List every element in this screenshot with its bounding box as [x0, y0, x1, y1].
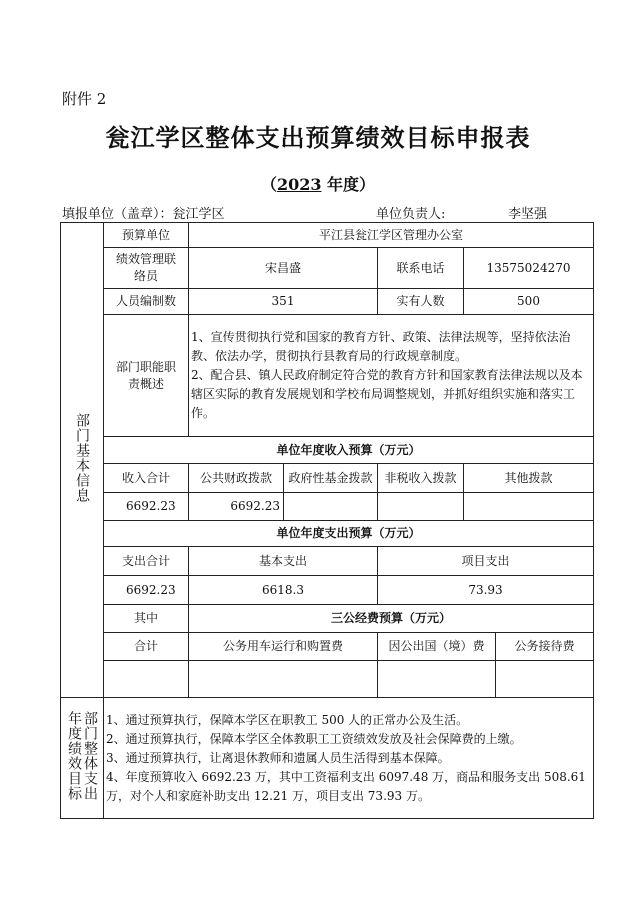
income-header: 公共财政拨款: [189, 464, 284, 493]
section-overall-label: 部门整体支出: [82, 710, 98, 801]
three-header: 合计: [104, 633, 189, 661]
fill-unit: 填报单位（盖章）：瓮江学区: [62, 207, 225, 222]
three-header: 公务用车运行和购置费: [189, 633, 378, 661]
expense-header: 项目支出: [378, 547, 594, 576]
duty-description: [189, 315, 594, 437]
three-value: [189, 661, 378, 698]
phone: 13575024270: [464, 248, 594, 289]
budget-table: [60, 222, 594, 819]
section-basic-label: 部门基本信息: [74, 412, 90, 503]
section-overall: [61, 698, 104, 819]
year-line: [0, 172, 636, 195]
goals: [104, 698, 594, 819]
income-header: 收入合计: [104, 464, 189, 493]
expense-title: 单位年度支出预算（万元）: [104, 521, 594, 547]
income-header: 其他拨款: [464, 464, 594, 493]
staff-actual-label: 实有人数: [378, 289, 464, 315]
budget-unit: 平江县瓮江学区管理办公室: [189, 223, 594, 248]
three-value: [378, 661, 496, 698]
three-header: 因公出国（境）费: [378, 633, 496, 661]
duty-item: 1、宣传贯彻执行党和国家的教育方针、政策、法律法规等，坚持依法治教、依法办学，贯彻执行县教育局的行政规章制度。: [191, 330, 571, 363]
expense-header: 基本支出: [189, 547, 378, 576]
goal-item: 4、年度预算收入 6692.23 万，其中工资福利支出 6097.48 万，商品和服务支出 508.61 万，对个人和家庭补助支出 12.21 万，项目支出 73.93 万。: [106, 769, 586, 803]
document-title: 瓮江学区整体支出预算绩效目标申报表: [105, 123, 531, 152]
expense-value: 6692.23: [104, 576, 189, 605]
section-basic: [61, 223, 104, 698]
income-value: [378, 493, 464, 521]
income-value: 6692.23: [189, 493, 284, 521]
contact: 宋昌盛: [189, 248, 378, 289]
staff-quota: 351: [189, 289, 378, 315]
staff-quota-label: 人员编制数: [104, 289, 189, 315]
three-header: 公务接待费: [496, 633, 594, 661]
income-title: 单位年度收入预算（万元）: [104, 437, 594, 464]
staff-actual: 500: [464, 289, 594, 315]
year-value: 2023: [276, 175, 322, 194]
attachment-label: 附件 2: [62, 90, 107, 108]
expense-value: 6618.3: [189, 576, 378, 605]
leader-name: 李坚强: [508, 207, 548, 222]
budget-unit-label: 预算单位: [104, 223, 189, 248]
three-prefix: 其中: [104, 605, 189, 633]
year-suffix: 年度）: [321, 175, 376, 194]
duty-item: 2、配合县、镇人民政府制定符合党的教育方针和国家教育法律法规以及本辖区实际的教育发展规划和学校布局调整规划，并抓好组织实施和落实工作。: [191, 368, 583, 420]
contact-label: 绩效管理联络员: [104, 248, 189, 289]
income-value: 6692.23: [104, 493, 189, 521]
section-goal-label: 年度绩效目标: [66, 710, 82, 801]
income-value: [284, 493, 378, 521]
three-value: [104, 661, 189, 698]
leader-label: 单位负责人:: [376, 207, 446, 222]
three-value: [496, 661, 594, 698]
goal-item: 2、通过预算执行，保障本学区全体教职工工资绩效发放及社会保障费的上缴。: [106, 731, 522, 746]
duty-label: 部门职能职责概述: [104, 315, 189, 437]
income-value: [464, 493, 594, 521]
three-title: 三公经费预算（万元）: [189, 605, 594, 633]
expense-value: 73.93: [378, 576, 594, 605]
phone-label: 联系电话: [378, 248, 464, 289]
income-header: 非税收入拨款: [378, 464, 464, 493]
expense-header: 支出合计: [104, 547, 189, 576]
income-header: 政府性基金拨款: [284, 464, 378, 493]
goal-item: 1、通过预算执行，保障本学区在职教工 500 人的正常办公及生活。: [106, 712, 469, 727]
goal-item: 3、通过预算执行，让离退休教师和遗属人员生活得到基本保障。: [106, 750, 450, 765]
year-prefix: （: [260, 175, 277, 194]
